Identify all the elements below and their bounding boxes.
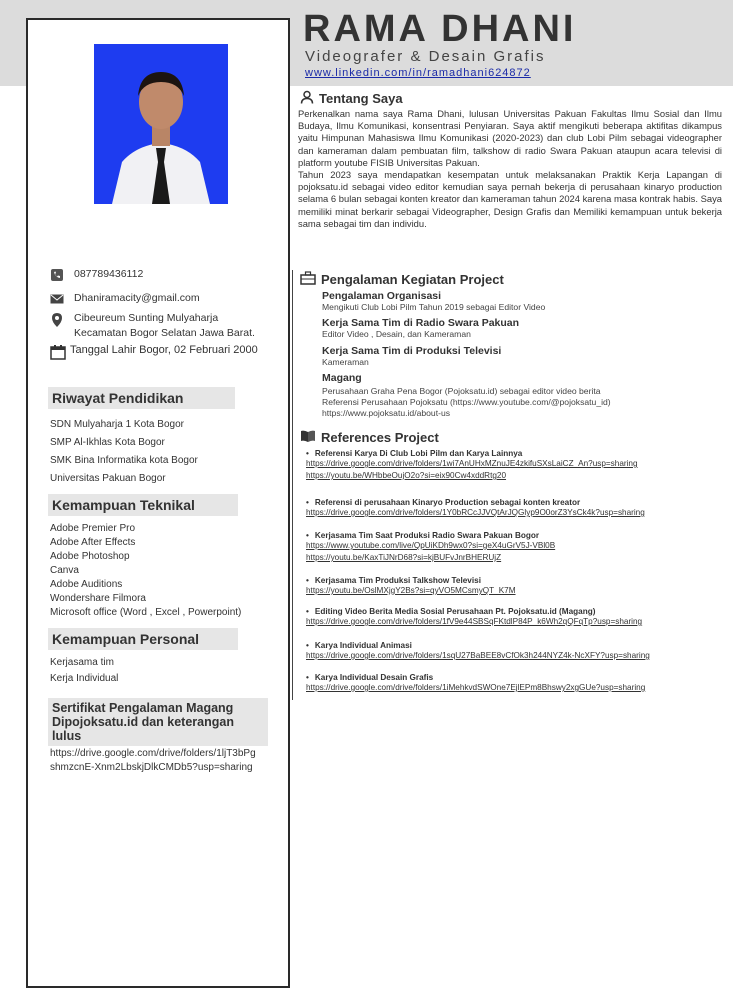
reference-title: • Referensi di perusahaan Kinaryo Production sebagai konten kreator: [306, 498, 716, 507]
personal-heading: Kemampuan Personal: [48, 628, 238, 650]
about-paragraph-1: Perkenalkan nama saya Rama Dhani, lulusan Universitas Pakuan Fakultas Ilmu Sosial dan Ilmu Budaya, Ilmu Komunikasi, konsentrasi Penyiaran. Saya aktif mengikuti beberapa aktifitas dikampus yaitu Himpunan Mahasiswa Ilmu Komunikasi (2020-2023) dan club Lobi Pilm sebagai videographer dan kameraman dalam pembuatan film, talkshow di radio Swara Pakuan ataupun acara televisi di platform youtube FISIB Universitas Pakuan.: [298, 108, 722, 168]
reference-link[interactable]: https://drive.google.com/drive/folders/1Y0bRCcJJVQtArJQGlyp9O0orZ3YsCk4k?usp=sharing: [306, 508, 645, 517]
list-item: Wondershare Filmora: [50, 593, 146, 604]
birth-text: Tanggal Lahir Bogor, 02 Februari 2000: [70, 344, 258, 356]
list-item: SDN Mulyaharja 1 Kota Bogor: [50, 419, 184, 430]
reference-title: • Referensi Karya Di Club Lobi Pilm dan Karya Lainnya: [306, 449, 716, 458]
experience-item: [322, 317, 722, 340]
list-item: SMK Bina Informatika kota Bogor: [50, 455, 198, 466]
linkedin-link[interactable]: www.linkedin.com/in/ramadhani624872: [305, 67, 531, 79]
experience-title: Magang: [322, 372, 362, 384]
column-divider: [292, 270, 293, 700]
job-title: Videografer & Desain Grafis: [305, 48, 546, 65]
address-line-2: Kecamatan Bogor Selatan Jawa Barat.: [74, 327, 255, 339]
about-text: [298, 108, 722, 230]
location-pin-icon: [50, 312, 64, 326]
experience-title: Pengalaman Organisasi: [322, 290, 442, 302]
reference-item: [306, 576, 716, 597]
reference-item: [306, 641, 716, 662]
reference-title: • Kerjasama Tim Produksi Talkshow Televisi: [306, 576, 716, 585]
experience-title: Kerja Sama Tim di Radio Swara Pakuan: [322, 317, 520, 329]
reference-title: • Editing Video Berita Media Sosial Perusahaan Pt. Pojoksatu.id (Magang): [306, 607, 716, 616]
address-line-1: Cibeureum Sunting Mulyaharja: [74, 312, 219, 324]
technical-heading: Kemampuan Teknikal: [48, 494, 238, 516]
phone-icon: [50, 268, 64, 282]
experience-desc: Perusahaan Graha Pena Bogor (Pojoksatu.id) sebagai editor video berita: [322, 386, 601, 396]
experience-desc: Editor Video , Desain, dan Kameraman: [322, 329, 471, 339]
reference-item: [306, 531, 716, 564]
certificate-link-line-2[interactable]: shmzcnE-Xnm2LbskjDlkCMDb5?usp=sharing: [50, 762, 253, 773]
list-item: Adobe Photoshop: [50, 551, 130, 562]
about-paragraph-2: Tahun 2023 saya mendapatkan kesempatan untuk melaksanakan Praktik Kerja Lapangan di pojoksatu.id sebagai video editor kemudian saya pernah bekerja di perusahaan kinaryo production selama 6 bulan sebagai konten kreator dan kameraman tahun 2024 karena masa kontrak habis. Saya memiliki minat berkarir sebagai Videographer, Design Grafis dan Memiliki kemampuan untuk bekerja sama sebagai tim dan individu.: [298, 169, 722, 229]
references-heading: References Project: [321, 430, 439, 445]
list-item: Universitas Pakuan Bogor: [50, 473, 166, 484]
list-item: Adobe Premier Pro: [50, 523, 136, 534]
experience-desc: Mengikuti Club Lobi Pilm Tahun 2019 sebagai Editor Video: [322, 302, 546, 312]
reference-link[interactable]: https://drive.google.com/drive/folders/1iMehkvdSWOne7EjlEPm8Bhswy2xgGUe?usp=sharing: [306, 683, 646, 692]
email-text: Dhaniramacity@gmail.com: [74, 292, 200, 304]
reference-item: [306, 673, 716, 694]
education-list: [50, 416, 198, 488]
experience-item: [322, 372, 722, 419]
full-name: RAMA DHANI: [303, 8, 577, 50]
certificate-link[interactable]: [50, 747, 256, 775]
briefcase-icon: [300, 271, 316, 288]
reference-link[interactable]: https://drive.google.com/drive/folders/1fV9e44SBSqFKtdlP84P_k6Wh2qQFqTp?usp=sharing: [306, 617, 643, 626]
birth-row: [50, 344, 258, 358]
list-item: Kerjasama tim: [50, 657, 114, 668]
experience-heading-row: [300, 271, 504, 288]
experience-title: Kerja Sama Tim di Produksi Televisi: [322, 345, 502, 357]
experience-desc: https://www.pojoksatu.id/about-us: [322, 408, 451, 418]
list-item: Adobe Auditions: [50, 579, 123, 590]
reference-link[interactable]: https://drive.google.com/drive/folders/1sqU27BaBEE8vCfOk3h244NYZ4k-NcXFY?usp=sharing: [306, 651, 650, 660]
reference-title: • Karya Individual Animasi: [306, 641, 716, 650]
experience-item: [322, 290, 722, 313]
list-item: SMP Al-Ikhlas Kota Bogor: [50, 437, 165, 448]
reference-link[interactable]: https://www.youtube.com/live/QpUiKDh9wx0?si=geX4uGrV5J-VBl0B: [306, 541, 556, 550]
personal-list: [50, 655, 118, 687]
about-heading: Tentang Saya: [319, 91, 403, 106]
technical-list: [50, 522, 241, 620]
reference-link[interactable]: https://youtu.be/KaxTiJNrD68?si=kjBUFvJnrBHERUjZ: [306, 553, 502, 562]
list-item: Microsoft office (Word , Excel , Powerpoint): [50, 607, 242, 618]
calendar-icon: [50, 344, 64, 358]
certificate-link-line-1[interactable]: https://drive.google.com/drive/folders/1ljT3bPg: [50, 748, 256, 759]
references-heading-row: [300, 429, 439, 446]
book-icon: [300, 429, 316, 446]
profile-photo: [94, 44, 228, 204]
reference-title: • Karya Individual Desain Grafis: [306, 673, 716, 682]
experience-heading: Pengalaman Kegiatan Project: [321, 272, 504, 287]
reference-link[interactable]: https://drive.google.com/drive/folders/1wi7AnUHxMZnuJE4zkifuSXsLaiCZ_An?usp=sharing: [306, 459, 638, 468]
experience-desc: Kameraman: [322, 357, 369, 367]
list-item: Kerja Individual: [50, 673, 119, 684]
reference-item: [306, 498, 716, 519]
education-heading: Riwayat Pendidikan: [48, 387, 235, 409]
list-item: Canva: [50, 565, 79, 576]
email-icon: [50, 292, 64, 306]
certificate-heading: Sertifikat Pengalaman Magang Dipojoksatu.id dan keterangan lulus: [48, 698, 268, 746]
reference-link[interactable]: https://youtu.be/WHbbeOujO2o?si=eix90Cw4xddRtg20: [306, 471, 507, 480]
list-item: Adobe After Effects: [50, 537, 136, 548]
email-row: [50, 292, 200, 306]
reference-link[interactable]: https://youtu.be/OslMXjgY2Bs?si=qyVO5MCsmyQT_K7M: [306, 586, 516, 595]
experience-desc: Referensi Perusahaan Pojoksatu (https://www.youtube.com/@pojoksatu_id): [322, 397, 611, 407]
reference-item: [306, 607, 716, 628]
user-icon: [300, 90, 314, 107]
reference-title: • Kerjasama Tim Saat Produksi Radio Swara Pakuan Bogor: [306, 531, 716, 540]
phone-row: [50, 268, 143, 282]
address-row: [50, 312, 255, 339]
phone-text: 087789436112: [74, 268, 144, 280]
reference-item: [306, 449, 716, 482]
experience-item: [322, 345, 722, 368]
about-heading-row: [300, 90, 403, 107]
